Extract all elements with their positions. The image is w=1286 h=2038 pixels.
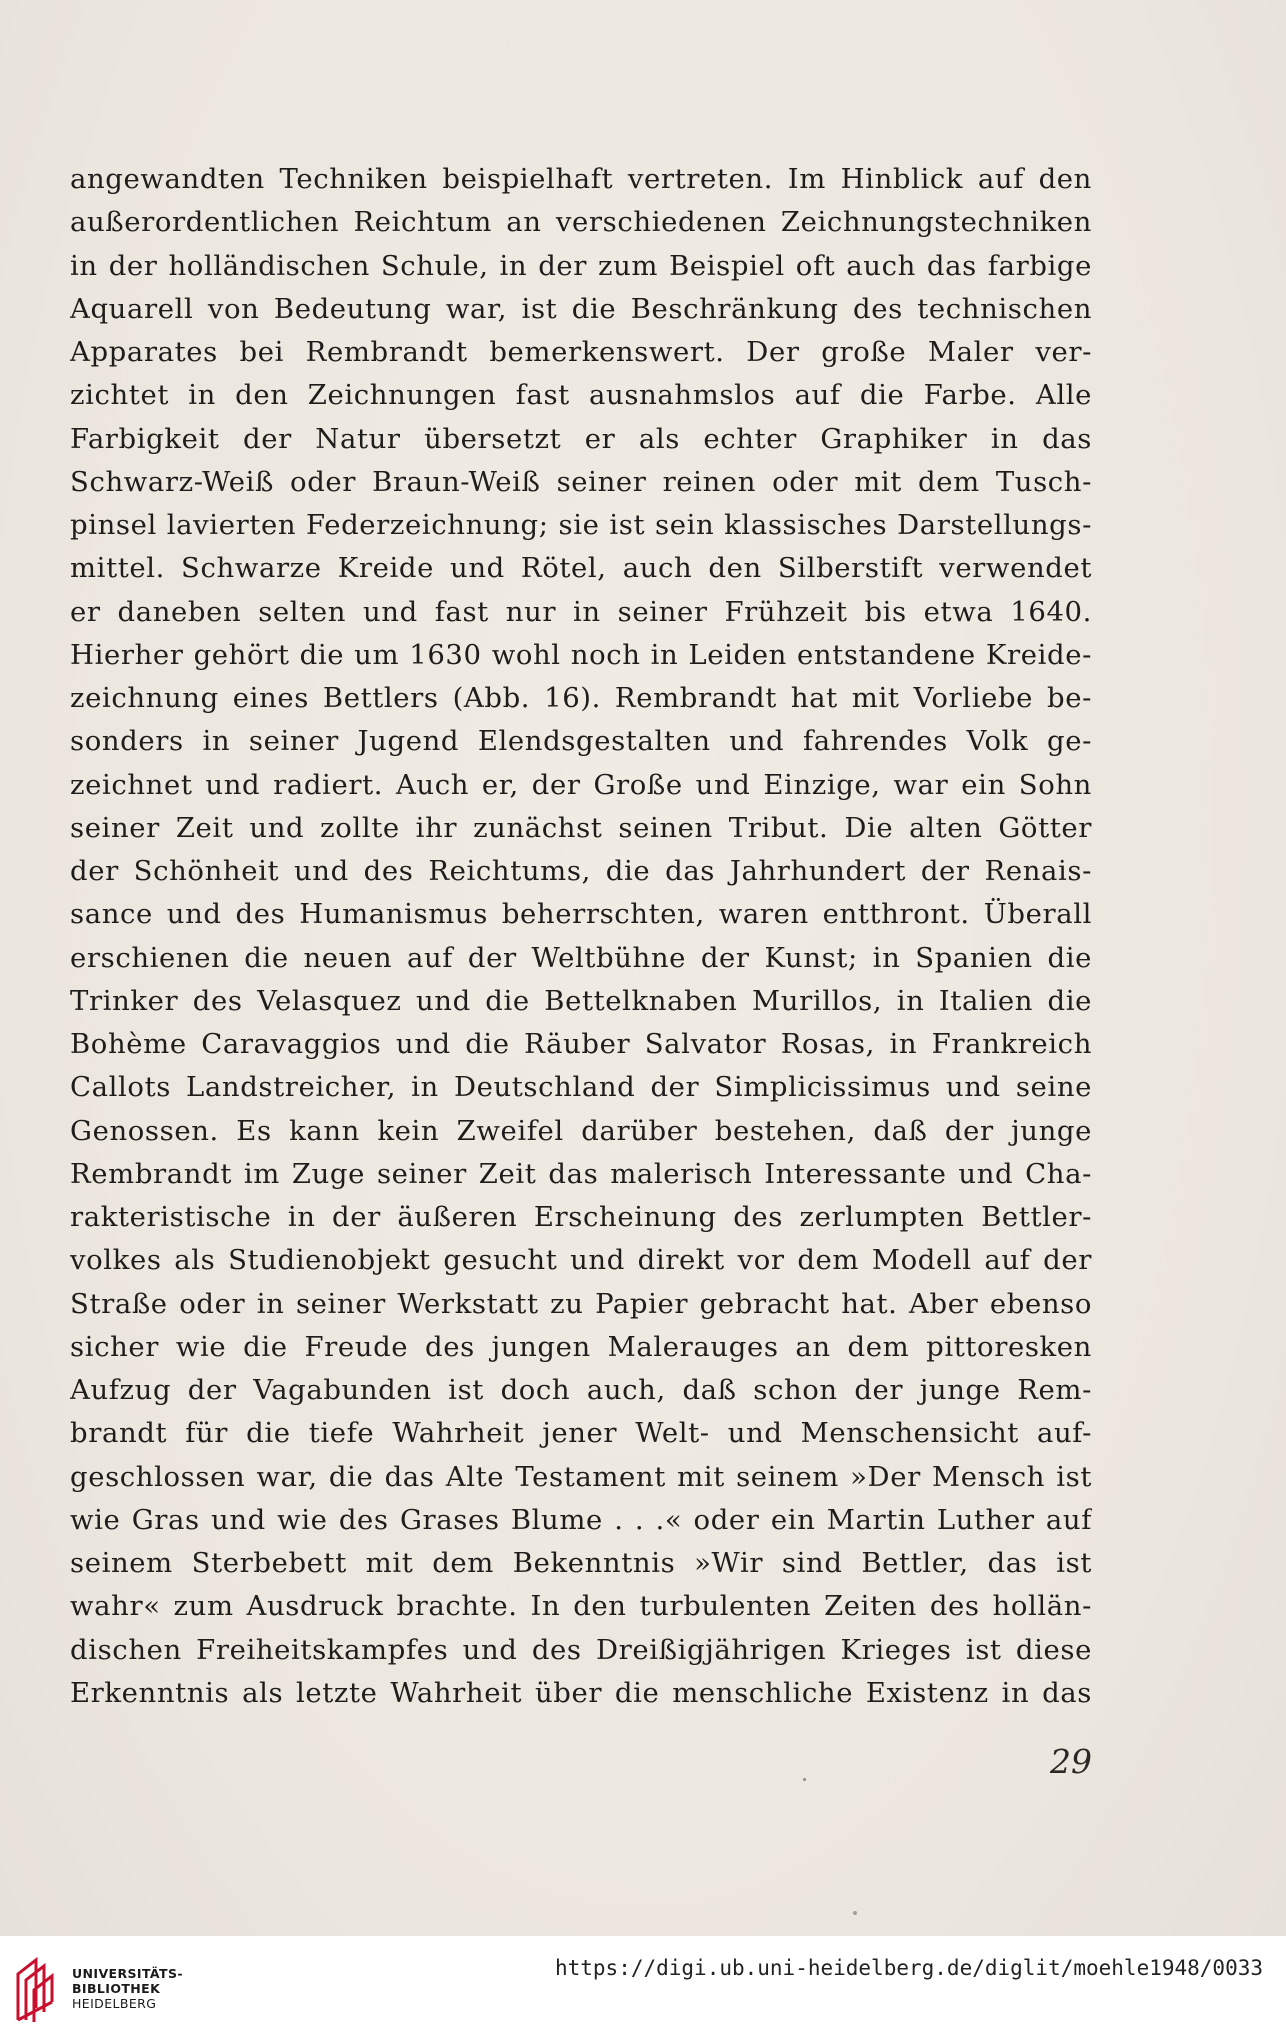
text-line: mittel. Schwarze Kreide und Rötel, auch den Silberstift verwendet <box>70 552 1092 585</box>
text-line: Rembrandt im Zuge seiner Zeit das malerisch Interessante und Cha- <box>70 1157 1092 1190</box>
text-line: sonders in seiner Jugend Elendsgestalten und fahrendes Volk ge- <box>70 725 1092 758</box>
text-line: geschlossen war, die das Alte Testament mit seinem »Der Mensch ist <box>70 1460 1092 1493</box>
text-line: seinem Sterbebett mit dem Bekenntnis »Wir sind Bettler, das ist <box>70 1547 1092 1579</box>
text-line: Trinker des Velasquez und die Bettelknaben Murillos, in Italien die <box>70 984 1092 1017</box>
source-url[interactable]: https://digi.ub.uni-heidelberg.de/diglit/moehle1948/0033 <box>554 1956 1263 1980</box>
text-line: wie Gras und wie des Grases Blume . . .« oder ein Martin Luther auf <box>70 1503 1092 1536</box>
text-line: brandt für die tiefe Wahrheit jener Welt- und Menschensicht auf- <box>70 1417 1092 1450</box>
library-name-line: UNIVERSITÄTS- <box>72 1966 183 1981</box>
text-line: volkes als Studienobjekt gesucht und direkt vor dem Modell auf der <box>70 1244 1092 1277</box>
text-line: wahr« zum Ausdruck brachte. In den turbulenten Zeiten des hollän- <box>70 1590 1092 1623</box>
text-line: Hierher gehört die um 1630 wohl noch in Leiden entstandene Kreide- <box>70 638 1092 671</box>
text-line: Straße oder in seiner Werkstatt zu Papier gebracht hat. Aber ebenso <box>70 1287 1092 1320</box>
text-line: zichtet in den Zeichnungen fast ausnahmslos auf die Farbe. Alle <box>70 379 1092 412</box>
library-name-line: BIBLIOTHEK <box>72 1981 161 1996</box>
text-line: seiner Zeit und zollte ihr zunächst seinen Tribut. Die alten Götter <box>70 811 1092 844</box>
text-line: pinsel lavierten Federzeichnung; sie ist sein klassisches Darstellungs- <box>70 509 1092 541</box>
footer-bar <box>0 1936 1286 2038</box>
text-line: rakteristische in der äußeren Erscheinung des zerlumpten Bettler- <box>70 1201 1092 1233</box>
text-line: Schwarz-Weiß oder Braun-Weiß seiner reinen oder mit dem Tusch- <box>70 465 1092 498</box>
text-line: erschienen die neuen auf der Weltbühne der Kunst; in Spanien die <box>70 941 1092 974</box>
text-line: Aufzug der Vagabunden ist doch auch, daß schon der junge Rem- <box>70 1374 1092 1406</box>
text-line: angewandten Techniken beispielhaft vertreten. Im Hinblick auf den <box>70 163 1092 195</box>
library-name-line: HEIDELBERG <box>72 1996 157 2011</box>
text-line: Aquarell von Bedeutung war, ist die Beschränkung des technischen <box>70 292 1092 325</box>
text-line: dischen Freiheitskampfes und des Dreißigjährigen Krieges ist diese <box>70 1633 1092 1666</box>
text-line: Callots Landstreicher, in Deutschland der Simplicissimus und seine <box>70 1071 1092 1104</box>
library-name <box>72 1966 183 2011</box>
text-line: außerordentlichen Reichtum an verschiedenen Zeichnungstechniken <box>70 206 1092 239</box>
text-line: Apparates bei Rembrandt bemerkenswert. Der große Maler ver- <box>70 336 1092 368</box>
text-line: sance und des Humanismus beherrschten, waren entthront. Überall <box>70 898 1092 931</box>
text-line: zeichnet und radiert. Auch er, der Große und Einzige, war ein Sohn <box>70 768 1092 801</box>
text-line: sicher wie die Freude des jungen Malerauges an dem pittoresken <box>70 1330 1092 1363</box>
text-line: Farbigkeit der Natur übersetzt er als echter Graphiker in das <box>70 422 1092 455</box>
text-line: Genossen. Es kann kein Zweifel darüber bestehen, daß der junge <box>70 1114 1092 1147</box>
text-line: Bohème Caravaggios und die Räuber Salvator Rosas, in Frankreich <box>70 1028 1092 1060</box>
text-line: zeichnung eines Bettlers (Abb. 16). Rembrandt hat mit Vorliebe be- <box>70 682 1092 714</box>
body-text <box>70 158 1092 1715</box>
ub-heidelberg-logo-icon <box>12 1950 72 2026</box>
paper-speck <box>853 1911 857 1915</box>
text-line: Erkenntnis als letzte Wahrheit über die menschliche Existenz in das <box>70 1676 1092 1709</box>
paper-speck <box>803 1778 806 1781</box>
text-line: der Schönheit und des Reichtums, die das Jahrhundert der Renais- <box>70 855 1092 887</box>
text-line: in der holländischen Schule, in der zum Beispiel oft auch das farbige <box>70 249 1092 282</box>
page-number: 29 <box>1050 1742 1092 1781</box>
text-line: er daneben selten und fast nur in seiner Frühzeit bis etwa 1640. <box>70 595 1092 628</box>
